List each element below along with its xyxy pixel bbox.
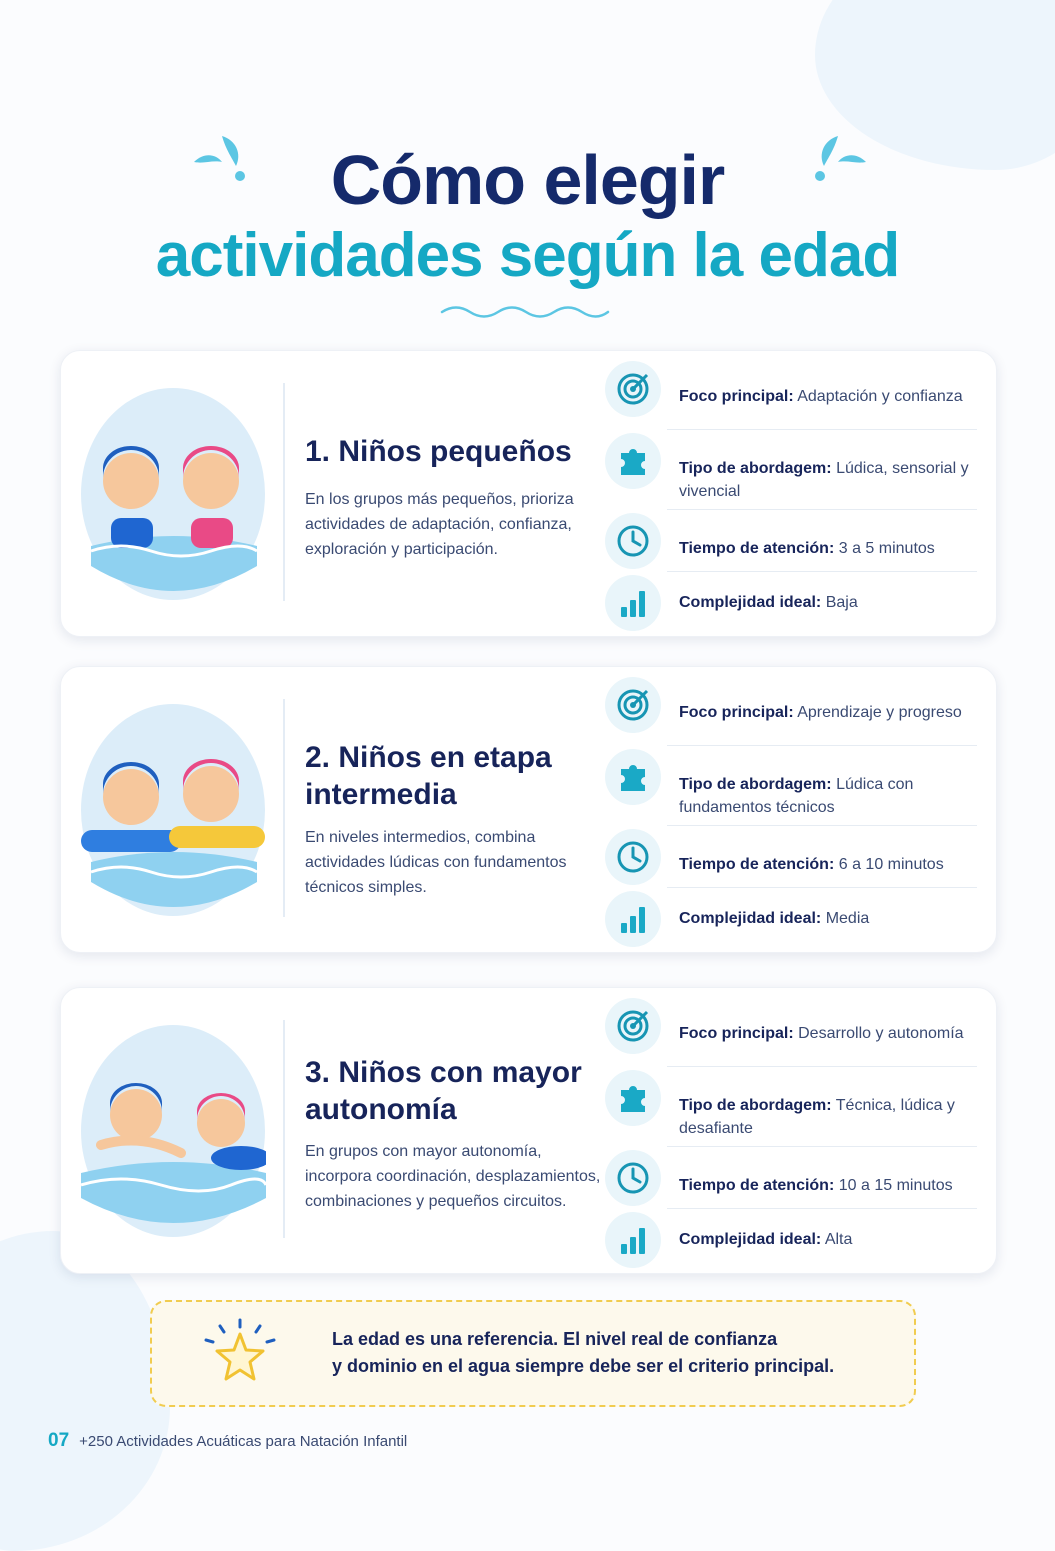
attribute-label: Foco principal: bbox=[679, 388, 794, 405]
attribute-label: Complejidad ideal: bbox=[679, 594, 822, 611]
attribute-value: Media bbox=[825, 910, 870, 927]
attribute-value: Técnica, lúdica y desafiante bbox=[679, 1097, 955, 1137]
target-icon bbox=[605, 998, 661, 1054]
bar-chart-icon bbox=[605, 575, 661, 631]
card-description: En niveles intermedios, combina actividades lúdicas con fundamentos técnicos simples. bbox=[305, 829, 567, 896]
attribute-label: Complejidad ideal: bbox=[679, 910, 822, 927]
kids-swimming-illustration bbox=[81, 386, 266, 601]
page-title-line2: actividades según la edad bbox=[155, 221, 900, 290]
tip-note bbox=[150, 1300, 916, 1407]
target-icon bbox=[605, 677, 661, 733]
bar-chart-icon bbox=[605, 891, 661, 947]
card-title: 2. Niños en etapa intermedia bbox=[305, 741, 552, 811]
clock-icon bbox=[605, 1150, 661, 1206]
card-description: En grupos con mayor autonomía, incorpora coordinación, desplazamientos, combinaciones y pequeños circuitos. bbox=[305, 1143, 601, 1210]
attribute-label: Tipo de abordagem: bbox=[679, 776, 832, 793]
background-blob-bottom-left bbox=[0, 1231, 170, 1551]
age-card-intermediate bbox=[60, 666, 997, 953]
attribute-value: 3 a 5 minutos bbox=[838, 540, 935, 557]
wave-divider bbox=[440, 303, 610, 321]
attribute-label: Complejidad ideal: bbox=[679, 1231, 822, 1248]
puzzle-icon bbox=[605, 1070, 661, 1126]
page-number: 07 bbox=[48, 1430, 70, 1451]
attribute-label: Tiempo de atención: bbox=[679, 856, 835, 873]
attribute-value: 10 a 15 minutos bbox=[838, 1177, 953, 1194]
attribute-value: Adaptación y confianza bbox=[797, 388, 963, 405]
attribute-label: Tiempo de atención: bbox=[679, 1177, 835, 1194]
attribute-value: Alta bbox=[824, 1231, 853, 1248]
tip-text bbox=[332, 1326, 892, 1380]
attribute-value: Lúdica con fundamentos técnicos bbox=[679, 776, 914, 816]
attribute-label: Tiempo de atención: bbox=[679, 540, 835, 557]
attribute-value: Aprendizaje y progreso bbox=[797, 704, 962, 721]
kids-swimming-illustration bbox=[81, 1023, 266, 1238]
attribute-value: Lúdica, sensorial y vivencial bbox=[679, 460, 969, 500]
kids-swimming-illustration bbox=[81, 702, 266, 917]
clock-icon bbox=[605, 513, 661, 569]
attribute-value: Desarrollo y autonomía bbox=[798, 1025, 964, 1042]
card-divider bbox=[283, 1020, 285, 1238]
attribute-value: Baja bbox=[825, 594, 858, 611]
attribute-label: Foco principal: bbox=[679, 1025, 794, 1042]
bar-chart-icon bbox=[605, 1212, 661, 1268]
puzzle-icon bbox=[605, 749, 661, 805]
clock-icon bbox=[605, 829, 661, 885]
age-card-autonomous bbox=[60, 987, 997, 1274]
tip-line2: y dominio en el agua siempre debe ser el criterio principal. bbox=[332, 1356, 835, 1376]
target-icon bbox=[605, 361, 661, 417]
card-description: En los grupos más pequeños, prioriza actividades de adaptación, confianza, exploración y participación. bbox=[305, 491, 574, 558]
card-title: 3. Niños con mayor autonomía bbox=[305, 1056, 582, 1126]
card-title: 1. Niños pequeños bbox=[305, 435, 572, 468]
card-divider bbox=[283, 699, 285, 917]
tip-line1: La edad es una referencia. El nivel real de confianza bbox=[332, 1329, 778, 1349]
attribute-label: Foco principal: bbox=[679, 704, 794, 721]
attribute-label: Tipo de abordagem: bbox=[679, 1097, 832, 1114]
puzzle-icon bbox=[605, 433, 661, 489]
card-divider bbox=[283, 383, 285, 601]
book-title: +250 Actividades Acuáticas para Natación Infantil bbox=[79, 1433, 408, 1450]
attribute-value: 6 a 10 minutos bbox=[838, 856, 944, 873]
star-icon bbox=[200, 1318, 280, 1390]
attribute-label: Tipo de abordagem: bbox=[679, 460, 832, 477]
page-footer bbox=[48, 1430, 407, 1452]
page-title-line1: Cómo elegir bbox=[330, 141, 725, 219]
age-card-small bbox=[60, 350, 997, 637]
